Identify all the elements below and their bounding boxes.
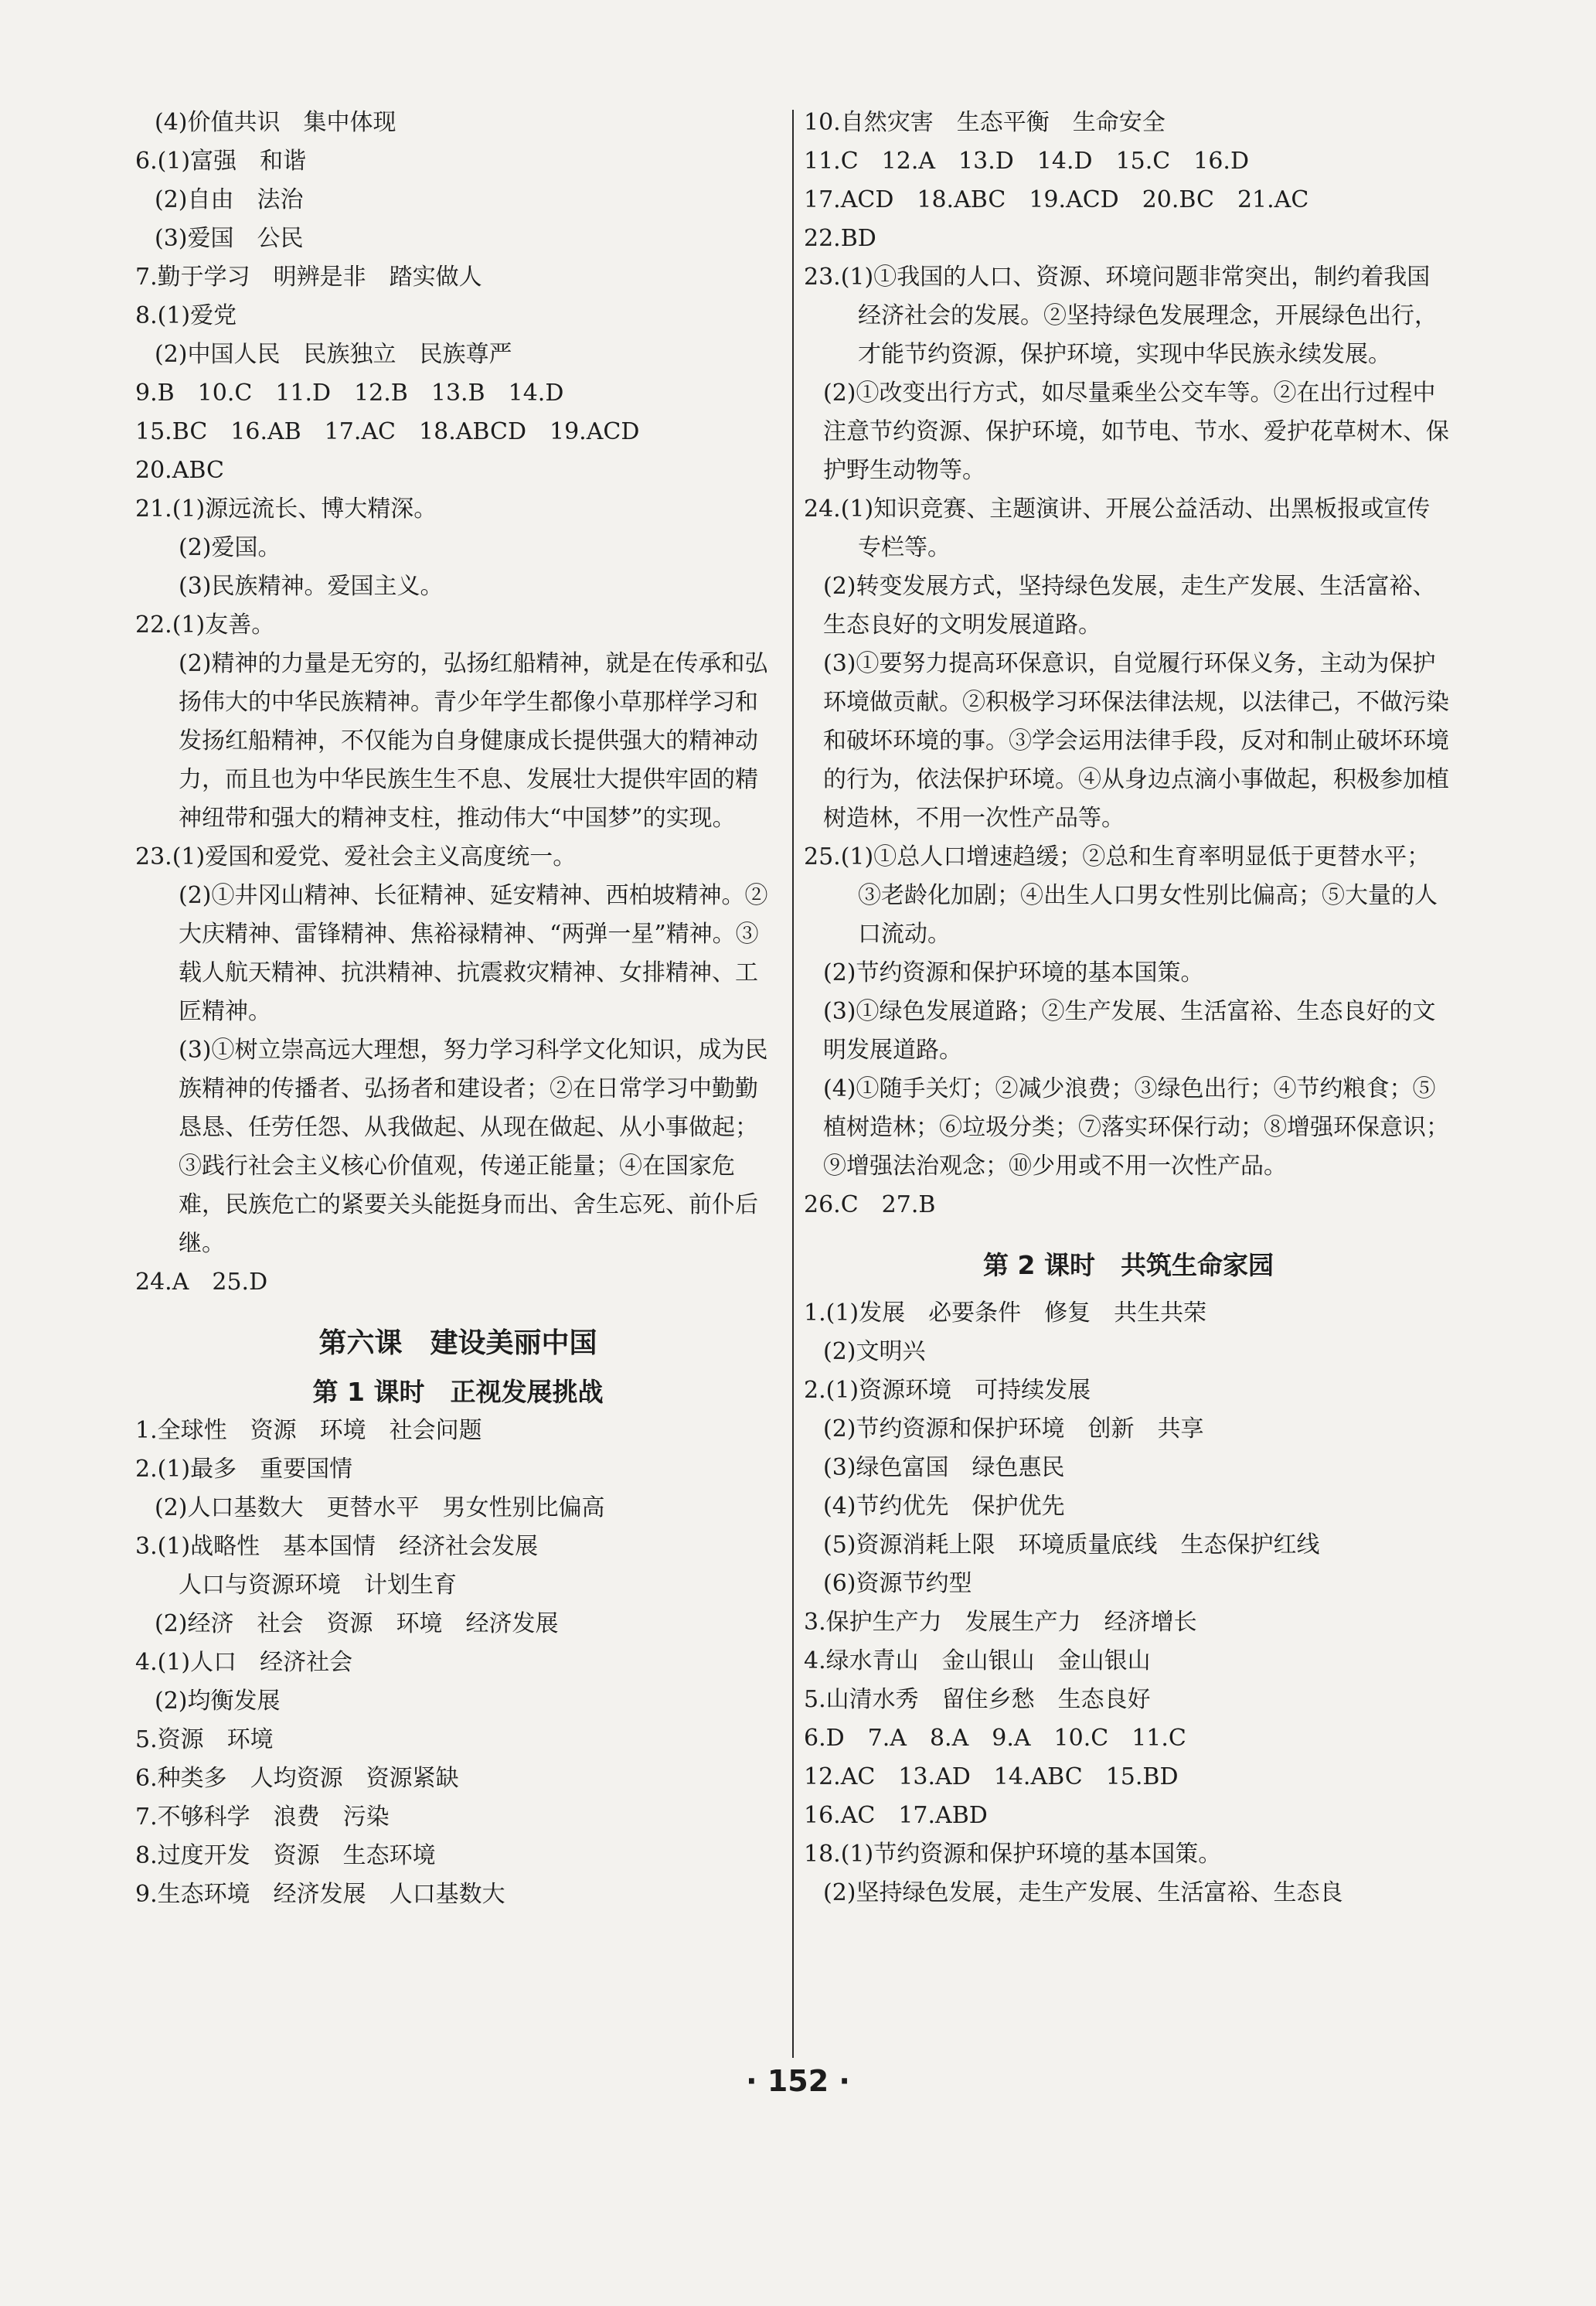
answer-line: 7.不够科学 浪费 污染	[135, 1804, 390, 1831]
answer-line: 23.(1)爱国和爱党、爱社会主义高度统一。	[135, 843, 577, 870]
answer-line: 24.A 25.D	[135, 1269, 268, 1296]
answer-line: 12.AC 13.AD 14.ABC 15.BD	[804, 1763, 1179, 1790]
answer-line: (3)①绿色发展道路；②生产发展、生活富裕、生态良好的文明发展道路。	[823, 998, 1436, 1064]
answer-line: 11.C 12.A 13.D 14.D 15.C 16.D	[804, 148, 1249, 175]
answer-line: 18.(1)节约资源和保护环境的基本国策。	[804, 1841, 1222, 1868]
answer-line: 8.过度开发 资源 生态环境	[135, 1842, 436, 1869]
answer-line: 22.BD	[804, 225, 876, 252]
answer-line: 人口与资源环境 计划生育	[179, 1572, 457, 1599]
answer-line: (2)爱国。	[179, 534, 281, 561]
answer-list	[135, 104, 781, 1302]
answer-line: (2)坚持绿色发展，走生产发展、生活富裕、生态良	[823, 1879, 1343, 1906]
right-column	[804, 104, 1453, 1913]
answer-line: 6.(1)富强 和谐	[135, 148, 307, 175]
answer-line: 8.(1)爱党	[135, 302, 237, 329]
answer-line: 3.(1)战略性 基本国情 经济社会发展	[135, 1533, 539, 1560]
answer-line: (2)节约资源和保护环境 创新 共享	[823, 1415, 1204, 1443]
answer-line: (2)自由 法治	[155, 186, 304, 213]
answer-line: 9.B 10.C 11.D 12.B 13.B 14.D	[135, 380, 564, 407]
answer-line: 3.保护生产力 发展生产力 经济增长	[804, 1609, 1197, 1636]
answer-line: (2)转变发展方式，坚持绿色发展，走生产发展、生活富裕、生态良好的文明发展道路。	[823, 573, 1436, 639]
lesson-title: 第六课 建设美丽中国	[318, 1327, 597, 1359]
answer-line: 5.资源 环境	[135, 1726, 274, 1753]
answer-line: 2.(1)最多 重要国情	[135, 1456, 353, 1483]
answer-line: 1.全球性 资源 环境 社会问题	[135, 1417, 482, 1444]
answer-line: (2)精神的力量是无穷的，弘扬红船精神，就是在传承和弘扬伟大的中华民族精神。青少年学生都像小草那样学习和发扬红船精神，不仅能为自身健康成长提供强大的精神动力，而且也为中华民族生生不息、发展壮大提供牢固的精神纽带和强大的精神支柱，推动伟大“中国梦”的实现。	[179, 650, 768, 832]
answer-line: (2)人口基数大 更替水平 男女性别比偏高	[155, 1494, 605, 1521]
answer-line: 6.种类多 人均资源 资源紧缺	[135, 1765, 459, 1792]
answer-line: (4)价值共识 集中体现	[155, 109, 396, 136]
period-title: 第 2 课时 共筑生命家园	[983, 1250, 1274, 1280]
answer-line: (4)①随手关灯；②减少浪费；③绿色出行；④节约粮食；⑤植树造林；⑥垃圾分类；⑦落实环保行动；⑧增强环保意识；⑨增强法治观念；⑩少用或不用一次性产品。	[823, 1075, 1449, 1180]
answer-line: 2.(1)资源环境 可持续发展	[804, 1377, 1091, 1404]
answer-line: (3)绿色富国 绿色惠民	[823, 1454, 1065, 1481]
left-column	[135, 104, 781, 1914]
answer-line: (2)文明兴	[823, 1338, 926, 1365]
answer-line: 15.BC 16.AB 17.AC 18.ABCD 19.ACD	[135, 418, 640, 445]
answer-line: 17.ACD 18.ABC 19.ACD 20.BC 21.AC	[804, 186, 1309, 213]
answer-list	[804, 1294, 1453, 1913]
answer-line: (3)①树立崇高远大理想，努力学习科学文化知识，成为民族精神的传播者、弘扬者和建设者；②在日常学习中勤勤恳恳、任劳任怨、从我做起、从现在做起、从小事做起；③践行社会主义核心价值观，传递正能量；④在国家危难，民族危亡的紧要关头能挺身而出、舍生忘死、前仆后继。	[179, 1037, 768, 1257]
answer-line: 4.(1)人口 经济社会	[135, 1649, 353, 1676]
column-divider	[792, 110, 794, 2058]
answer-line: (2)节约资源和保护环境的基本国策。	[823, 959, 1204, 986]
answer-line: 20.ABC	[135, 457, 224, 484]
period-title: 第 1 课时 正视发展挑战	[312, 1377, 604, 1407]
answer-line: 24.(1)知识竞赛、主题演讲、开展公益活动、出黑板报或宣传专栏等。	[804, 496, 1431, 561]
answer-line: 26.C 27.B	[804, 1191, 936, 1218]
answer-line: (2)均衡发展	[155, 1688, 281, 1715]
answer-line: (3)①要努力提高环保意识，自觉履行环保义务，主动为保护环境做贡献。②积极学习环保法律法规，以法律己，不做污染和破坏环境的事。③学会运用法律手段，反对和制止破坏环境的行为，依法保护环境。④从身边点滴小事做起，积极参加植树造林，不用一次性产品等。	[823, 650, 1449, 832]
page-number: · 152 ·	[746, 2064, 850, 2098]
answer-line: 1.(1)发展 必要条件 修复 共生共荣	[804, 1299, 1207, 1327]
answer-line: (2)经济 社会 资源 环境 经济发展	[155, 1610, 559, 1637]
answer-line: 7.勤于学习 明辨是非 踏实做人	[135, 264, 482, 291]
answer-line: 22.(1)友善。	[135, 611, 275, 639]
answer-line: 10.自然灾害 生态平衡 生命安全	[804, 109, 1166, 136]
answer-line: 16.AC 17.ABD	[804, 1802, 988, 1829]
answer-list	[804, 104, 1453, 1225]
answer-line: 5.山清水秀 留住乡愁 生态良好	[804, 1686, 1151, 1713]
answer-line: (2)中国人民 民族独立 民族尊严	[155, 341, 512, 368]
answer-line: (5)资源消耗上限 环境质量底线 生态保护红线	[823, 1531, 1320, 1558]
answer-list	[135, 1412, 781, 1914]
answer-line: 25.(1)①总人口增速趋缓；②总和生育率明显低于更替水平；③老龄化加剧；④出生人口男女性别比偏高；⑤大量的人口流动。	[804, 843, 1438, 948]
answer-line: (6)资源节约型	[823, 1570, 972, 1597]
answer-line: 21.(1)源远流长、博大精深。	[135, 496, 437, 523]
answer-line: 4.绿水青山 金山银山 金山银山	[804, 1647, 1151, 1674]
answer-line: (3)爱国 公民	[155, 225, 304, 252]
answer-line: (4)节约优先 保护优先	[823, 1493, 1065, 1520]
answer-line: (2)①改变出行方式，如尽量乘坐公交车等。②在出行过程中注意节约资源、保护环境，如节电、节水、爱护花草树木、保护野生动物等。	[823, 380, 1449, 484]
answer-line: (2)①井冈山精神、长征精神、延安精神、西柏坡精神。②大庆精神、雷锋精神、焦裕禄精神、“两弹一星”精神。③载人航天精神、抗洪精神、抗震救灾精神、女排精神、工匠精神。	[179, 882, 768, 1025]
answer-line: 9.生态环境 经济发展 人口基数大	[135, 1881, 505, 1908]
answer-line: 6.D 7.A 8.A 9.A 10.C 11.C	[804, 1725, 1186, 1752]
answer-line: (3)民族精神。爱国主义。	[179, 573, 444, 600]
answer-line: 23.(1)①我国的人口、资源、环境问题非常突出，制约着我国经济社会的发展。②坚持绿色发展理念，开展绿色出行，才能节约资源，保护环境，实现中华民族永续发展。	[804, 264, 1438, 368]
